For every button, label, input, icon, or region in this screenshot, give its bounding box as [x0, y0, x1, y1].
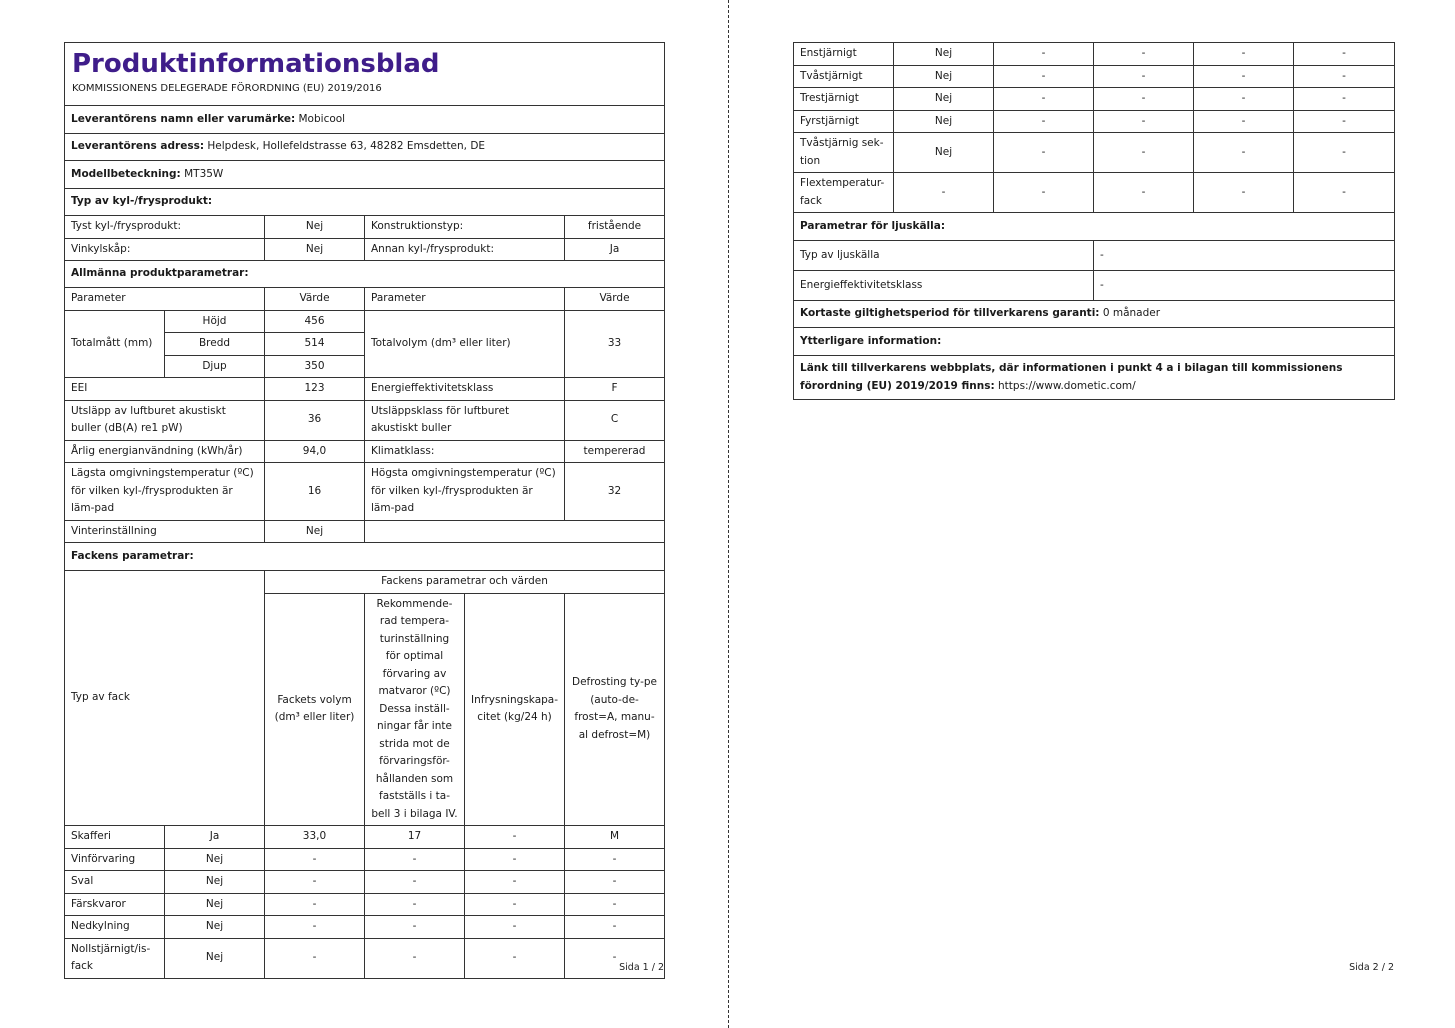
compartment-defrost: -	[565, 938, 665, 978]
compartment-name: Tvåstjärnig sek-tion	[794, 133, 894, 173]
min-temp-value: 16	[265, 463, 365, 521]
compartment-volume: -	[265, 893, 365, 916]
compartment-freeze: -	[1194, 133, 1294, 173]
compartment-row	[794, 173, 1395, 213]
supplier-name-label: Leverantörens namn eller varumärke:	[71, 112, 296, 125]
annual-energy-label: Årlig energianvändning (kWh/år)	[65, 440, 265, 463]
compartment-defrost: -	[1294, 65, 1395, 88]
compartment-temp: -	[365, 871, 465, 894]
type-value: Nej	[265, 216, 365, 239]
model-value: MT35W	[184, 167, 224, 180]
page-1	[64, 42, 664, 979]
compartment-volume: -	[994, 133, 1094, 173]
supplier-name-value: Mobicool	[298, 112, 346, 125]
compartment-defrost: -	[565, 871, 665, 894]
energy-class-label: Energieffektivitetsklass	[365, 378, 565, 401]
compartment-defrost: -	[1294, 110, 1395, 133]
compartment-freeze: -	[1194, 110, 1294, 133]
light-type-label: Typ av ljuskälla	[794, 241, 1094, 271]
compartment-defrost: -	[1294, 43, 1395, 66]
compartment-temp: -	[1094, 43, 1194, 66]
compartment-defrost: -	[565, 916, 665, 939]
compartment-freeze: -	[465, 871, 565, 894]
compartment-volume: -	[994, 88, 1094, 111]
col-volume-header: Fackets volym (dm³ eller liter)	[265, 593, 365, 826]
compartment-name: Enstjärnigt	[794, 43, 894, 66]
max-temp-label: Högsta omgivningstemperatur (ºC) för vilken kyl-/frysprodukten är läm-pad	[365, 463, 565, 521]
compartment-volume: -	[265, 848, 365, 871]
type-value: Nej	[265, 238, 365, 261]
compartment-row	[794, 65, 1395, 88]
compartment-row	[65, 848, 665, 871]
compartment-name: Skafferi	[65, 826, 165, 849]
supplier-address-value: Helpdesk, Hollefeldstrasse 63, 48282 Emsdetten, DE	[207, 140, 486, 153]
compartment-volume: -	[994, 65, 1094, 88]
website-link[interactable]: https://www.dometic.com/	[998, 379, 1136, 392]
compartment-name: Nollstjärnigt/is-fack	[65, 938, 165, 978]
compartments-group-header: Fackens parametrar och värden	[265, 571, 665, 594]
compartment-present: Nej	[894, 133, 994, 173]
compartment-name: Nedkylning	[65, 916, 165, 939]
compartment-row	[65, 871, 665, 894]
noise-label: Utsläpp av luftburet akustiskt buller (dB(A) re1 pW)	[65, 400, 265, 440]
compartment-row	[65, 893, 665, 916]
type-label: Konstruktionstyp:	[365, 216, 565, 239]
warranty-value: 0 månader	[1102, 307, 1161, 320]
compartment-volume: -	[265, 916, 365, 939]
compartment-present: Nej	[165, 916, 265, 939]
type-label: Vinkylskåp:	[65, 238, 265, 261]
dim-name: Bredd	[165, 333, 265, 356]
compartment-rows-page1	[65, 826, 665, 979]
compartment-freeze: -	[465, 938, 565, 978]
compartment-defrost: -	[565, 848, 665, 871]
compartment-row	[65, 938, 665, 978]
eei-value: 123	[265, 378, 365, 401]
compartment-row	[65, 916, 665, 939]
compartment-present: -	[894, 173, 994, 213]
type-value: Ja	[565, 238, 665, 261]
compartment-name: Trestjärnigt	[794, 88, 894, 111]
dim-name: Höjd	[165, 310, 265, 333]
light-class-value: -	[1094, 271, 1395, 301]
min-temp-label: Lägsta omgivningstemperatur (ºC) för vilken kyl-/frysprodukten är läm-pad	[65, 463, 265, 521]
compartment-name: Flextemperatur-fack	[794, 173, 894, 213]
compartment-volume: -	[265, 938, 365, 978]
compartment-temp: -	[365, 938, 465, 978]
compartment-present: Nej	[165, 938, 265, 978]
winter-value: Nej	[265, 520, 365, 543]
page-number: Sida 1 / 2	[619, 962, 664, 973]
page-number: Sida 2 / 2	[1349, 962, 1394, 973]
compartment-freeze: -	[465, 893, 565, 916]
compartment-rows-page2	[794, 43, 1395, 213]
link-label: Länk till tillverkarens webbplats, där informationen i punkt 4 a i bilagan till kommissionens förordning (EU) 2019/2019 finns:	[800, 362, 1343, 392]
winter-label: Vinterinställning	[65, 520, 265, 543]
col-temp-header: Rekommende-rad tempera-turinställning för optimal förvaring av matvaror (ºC) Dessa inställ-ningar får inte strida mot de förvaringsför-hållanden som fastställs i ta-bell 3 i bilaga IV.	[365, 593, 465, 826]
compartment-volume: -	[994, 173, 1094, 213]
dim-value: 456	[265, 310, 365, 333]
compartments-heading: Fackens parametrar:	[65, 543, 665, 571]
compartment-temp: -	[365, 916, 465, 939]
type-label: Annan kyl-/frysprodukt:	[365, 238, 565, 261]
compartment-freeze: -	[465, 848, 565, 871]
compartment-freeze: -	[1194, 173, 1294, 213]
compartment-present: Nej	[165, 871, 265, 894]
compartment-defrost: -	[1294, 173, 1395, 213]
eei-label: EEI	[65, 378, 265, 401]
annual-energy-value: 94,0	[265, 440, 365, 463]
compartment-temp: -	[365, 848, 465, 871]
compartment-present: Nej	[894, 110, 994, 133]
dim-name: Djup	[165, 355, 265, 378]
document-subtitle: KOMMISSIONENS DELEGERADE FÖRORDNING (EU) 2019/2016	[72, 83, 382, 94]
page-2	[793, 42, 1394, 973]
compartment-name: Vinförvaring	[65, 848, 165, 871]
type-label: Tyst kyl-/frysprodukt:	[65, 216, 265, 239]
compartment-name: Tvåstjärnigt	[794, 65, 894, 88]
type-value: fristående	[565, 216, 665, 239]
document-title: Produktinformationsblad	[72, 49, 440, 79]
info-table-page2	[793, 42, 1395, 400]
volume-label: Totalvolym (dm³ eller liter)	[365, 310, 565, 378]
column-header: Parameter	[365, 288, 565, 311]
model-label: Modellbeteckning:	[71, 167, 181, 180]
compartment-row	[794, 133, 1395, 173]
light-heading: Parametrar för ljuskälla:	[794, 213, 1395, 241]
compartment-freeze: -	[465, 916, 565, 939]
compartment-temp: -	[1094, 88, 1194, 111]
volume-value: 33	[565, 310, 665, 378]
dims-label: Totalmått (mm)	[65, 310, 165, 378]
compartment-freeze: -	[1194, 65, 1294, 88]
light-class-label: Energieffektivitetsklass	[794, 271, 1094, 301]
climate-class-label: Klimatklass:	[365, 440, 565, 463]
compartment-temp: -	[1094, 65, 1194, 88]
climate-class-value: tempererad	[565, 440, 665, 463]
compartment-name: Färskvaror	[65, 893, 165, 916]
compartment-volume: -	[994, 43, 1094, 66]
noise-class-value: C	[565, 400, 665, 440]
dim-value: 350	[265, 355, 365, 378]
empty-cell	[365, 520, 665, 543]
light-type-value: -	[1094, 241, 1395, 271]
energy-class-value: F	[565, 378, 665, 401]
page-divider	[728, 0, 729, 1028]
warranty-label: Kortaste giltighetsperiod för tillverkarens garanti:	[800, 307, 1100, 320]
compartment-volume: 33,0	[265, 826, 365, 849]
compartment-name: Fyrstjärnigt	[794, 110, 894, 133]
compartment-row	[794, 110, 1395, 133]
compartment-freeze: -	[1194, 88, 1294, 111]
compartment-type-label: Typ av fack	[65, 571, 265, 826]
compartment-name: Sval	[65, 871, 165, 894]
max-temp-value: 32	[565, 463, 665, 521]
compartment-present: Nej	[165, 893, 265, 916]
extra-heading: Ytterligare information:	[794, 328, 1395, 356]
noise-value: 36	[265, 400, 365, 440]
info-table	[64, 42, 665, 979]
compartment-volume: -	[265, 871, 365, 894]
compartment-present: Nej	[894, 65, 994, 88]
compartment-row	[65, 826, 665, 849]
compartment-freeze: -	[465, 826, 565, 849]
compartment-temp: -	[1094, 110, 1194, 133]
compartment-defrost: -	[565, 893, 665, 916]
general-heading: Allmänna produktparametrar:	[65, 261, 665, 288]
compartment-defrost: -	[1294, 133, 1395, 173]
col-defrost-header: Defrosting ty-pe (auto-de-frost=A, manu-al defrost=M)	[565, 593, 665, 826]
column-header: Värde	[565, 288, 665, 311]
col-freeze-header: Infrysningskapa-citet (kg/24 h)	[465, 593, 565, 826]
compartment-temp: -	[1094, 173, 1194, 213]
dim-value: 514	[265, 333, 365, 356]
compartment-present: Ja	[165, 826, 265, 849]
column-header: Värde	[265, 288, 365, 311]
compartment-volume: -	[994, 110, 1094, 133]
compartment-present: Nej	[894, 43, 994, 66]
compartment-defrost: M	[565, 826, 665, 849]
compartment-temp: -	[1094, 133, 1194, 173]
compartment-temp: -	[365, 893, 465, 916]
column-header: Parameter	[65, 288, 265, 311]
compartment-freeze: -	[1194, 43, 1294, 66]
compartment-present: Nej	[165, 848, 265, 871]
compartment-row	[794, 43, 1395, 66]
type-heading: Typ av kyl-/frysprodukt:	[65, 189, 665, 216]
compartment-row	[794, 88, 1395, 111]
supplier-address-label: Leverantörens adress:	[71, 140, 205, 153]
compartment-temp: 17	[365, 826, 465, 849]
compartment-defrost: -	[1294, 88, 1395, 111]
noise-class-label: Utsläppsklass för luftburet akustiskt buller	[365, 400, 565, 440]
compartment-present: Nej	[894, 88, 994, 111]
